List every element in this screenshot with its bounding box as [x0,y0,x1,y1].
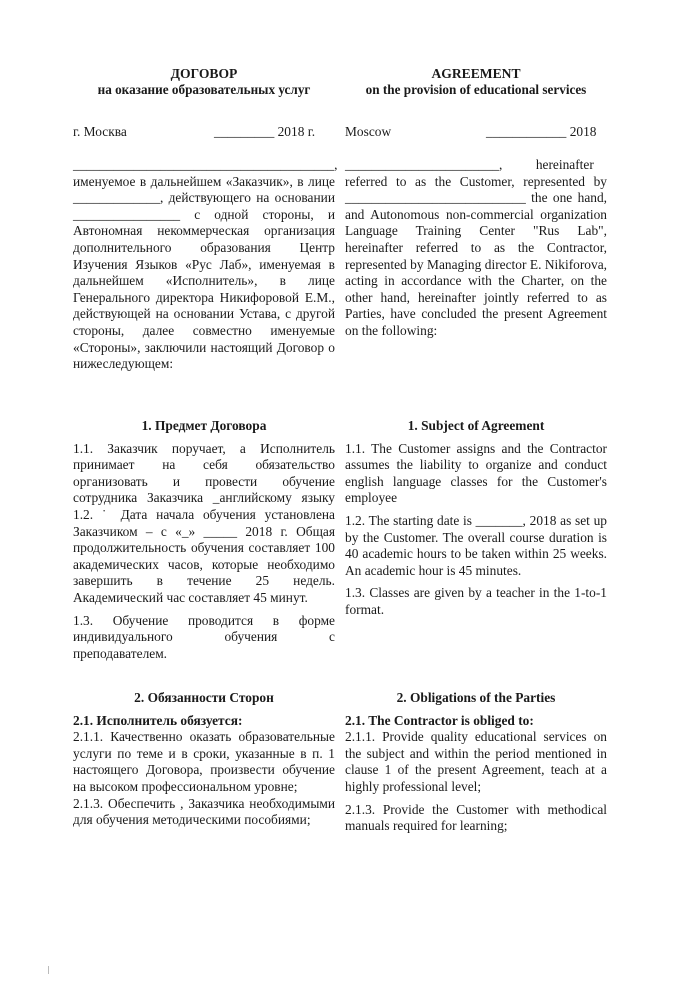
ru-clause-1-1: 1.1. Заказчик поручает, а Исполнитель принимает на себя обязательство организовать и провести обучение сотрудника Заказчика _английскому языку 1.2. ˙ Дата начала обучения установлена Заказчиком – с «_» _____ 2018 г. Общая продолжительность обучения составляет 100 академических часов, которые необходимо завершить в течение 25 недель. Академический час составляет 45 минут. [73,440,335,605]
en-clause-1-2: 1.2. The starting date is _______, 2018 as set up by the Customer. The overall course duration is 40 academic hours to be taken within 25 weeks. An academic hour is 45 minutes. [345,512,607,578]
ru-title: ДОГОВОР [170,66,238,81]
en-subtitle: on the provision of educational services [365,82,587,97]
en-title: AGREEMENT [431,66,521,81]
ru-section-1 [73,418,335,662]
ru-header [73,66,335,98]
en-clause-2-1: 2.1. The Contractor is obliged to: [345,712,534,728]
en-clause-1-1: 1.1. The Customer assigns and the Contractor assumes the liability to organize and conduct english language classes for the Customer's employee [345,440,607,506]
ru-preamble: именуемое в дальнейшем «Заказчик», в лице _____________, действующего на основании ________________ с одной стороны, и Автономная некоммерческая организация дополнительного образования Центр Изучения Языков «Рус Лаб», именуемая в дальнейшем «Исполнитель», в лице Генерального директора Никифоровой Е.М., действующей на основании Устава, с другой стороны, далее совместно именуемые «Стороны», заключили настоящий Договор о нижеследующем: [73,173,335,372]
ru-clause-2-1: 2.1. Исполнитель обязуется: [73,712,243,728]
en-section-1-title: 1. Subject of Agreement [407,418,545,433]
ru-section-1-title: 1. Предмет Договора [141,418,267,433]
en-clause-1-3: 1.3. Classes are given by a teacher in the 1-to-1 format. [345,585,607,617]
ru-preamble-block [73,157,338,373]
en-clause-2-1-1: 2.1.1. Provide quality educational services on the subject and within the period mentioned in clause 1 of the present Agreement, teach at a highly professional level; [345,729,607,794]
en-header [345,66,607,98]
ru-preamble-blank: _______________________________________, [73,157,338,172]
en-city: Moscow [345,124,392,139]
en-preamble-blank: _______________________, hereinafter [345,157,594,172]
en-clause-2-1-3: 2.1.3. Provide the Customer with methodical manuals required for learning; [345,801,607,834]
ru-clause-2-1-1: 2.1.1. Качественно оказать образовательные услуги по теме и в сроки, указанные в п. 1 настоящего Договора, произвести обучение на высоком профессиональном уровне; [73,729,335,794]
ru-section-2-title: 2. Обязанности Сторон [134,690,274,705]
ru-clause-1-3: 1.3. Обучение проводится в форме индивидуального обучения с преподавателем. [73,612,335,661]
ru-clause-2-1-3: 2.1.3. Обеспечить , Заказчика необходимыми для обучения методическими пособиями; [73,795,335,828]
en-date: ____________ 2018 [486,124,597,139]
en-section-2 [345,690,607,835]
ru-city: г. Москва [73,124,127,139]
scan-mark [48,966,59,974]
en-preamble: referred to as the Customer, represented by ___________________________ the one hand, and Autonomous non-commercial organization Language Training Center "Rus Lab", hereinafter referred to as the Contractor, represented by Managing director E. Nikiforova, acting in accordance with the Charter, on the other hand, hereinafter jointly referred to as Parties, have concluded the present Agreement on the following: [345,173,607,338]
ru-date: _________ 2018 г. [214,124,316,139]
en-section-1 [345,418,607,619]
en-preamble-block [345,157,607,340]
ru-subtitle: на оказание образовательных услуг [97,82,311,97]
en-section-2-title: 2. Obligations of the Parties [396,690,556,705]
ru-section-2 [73,690,335,829]
